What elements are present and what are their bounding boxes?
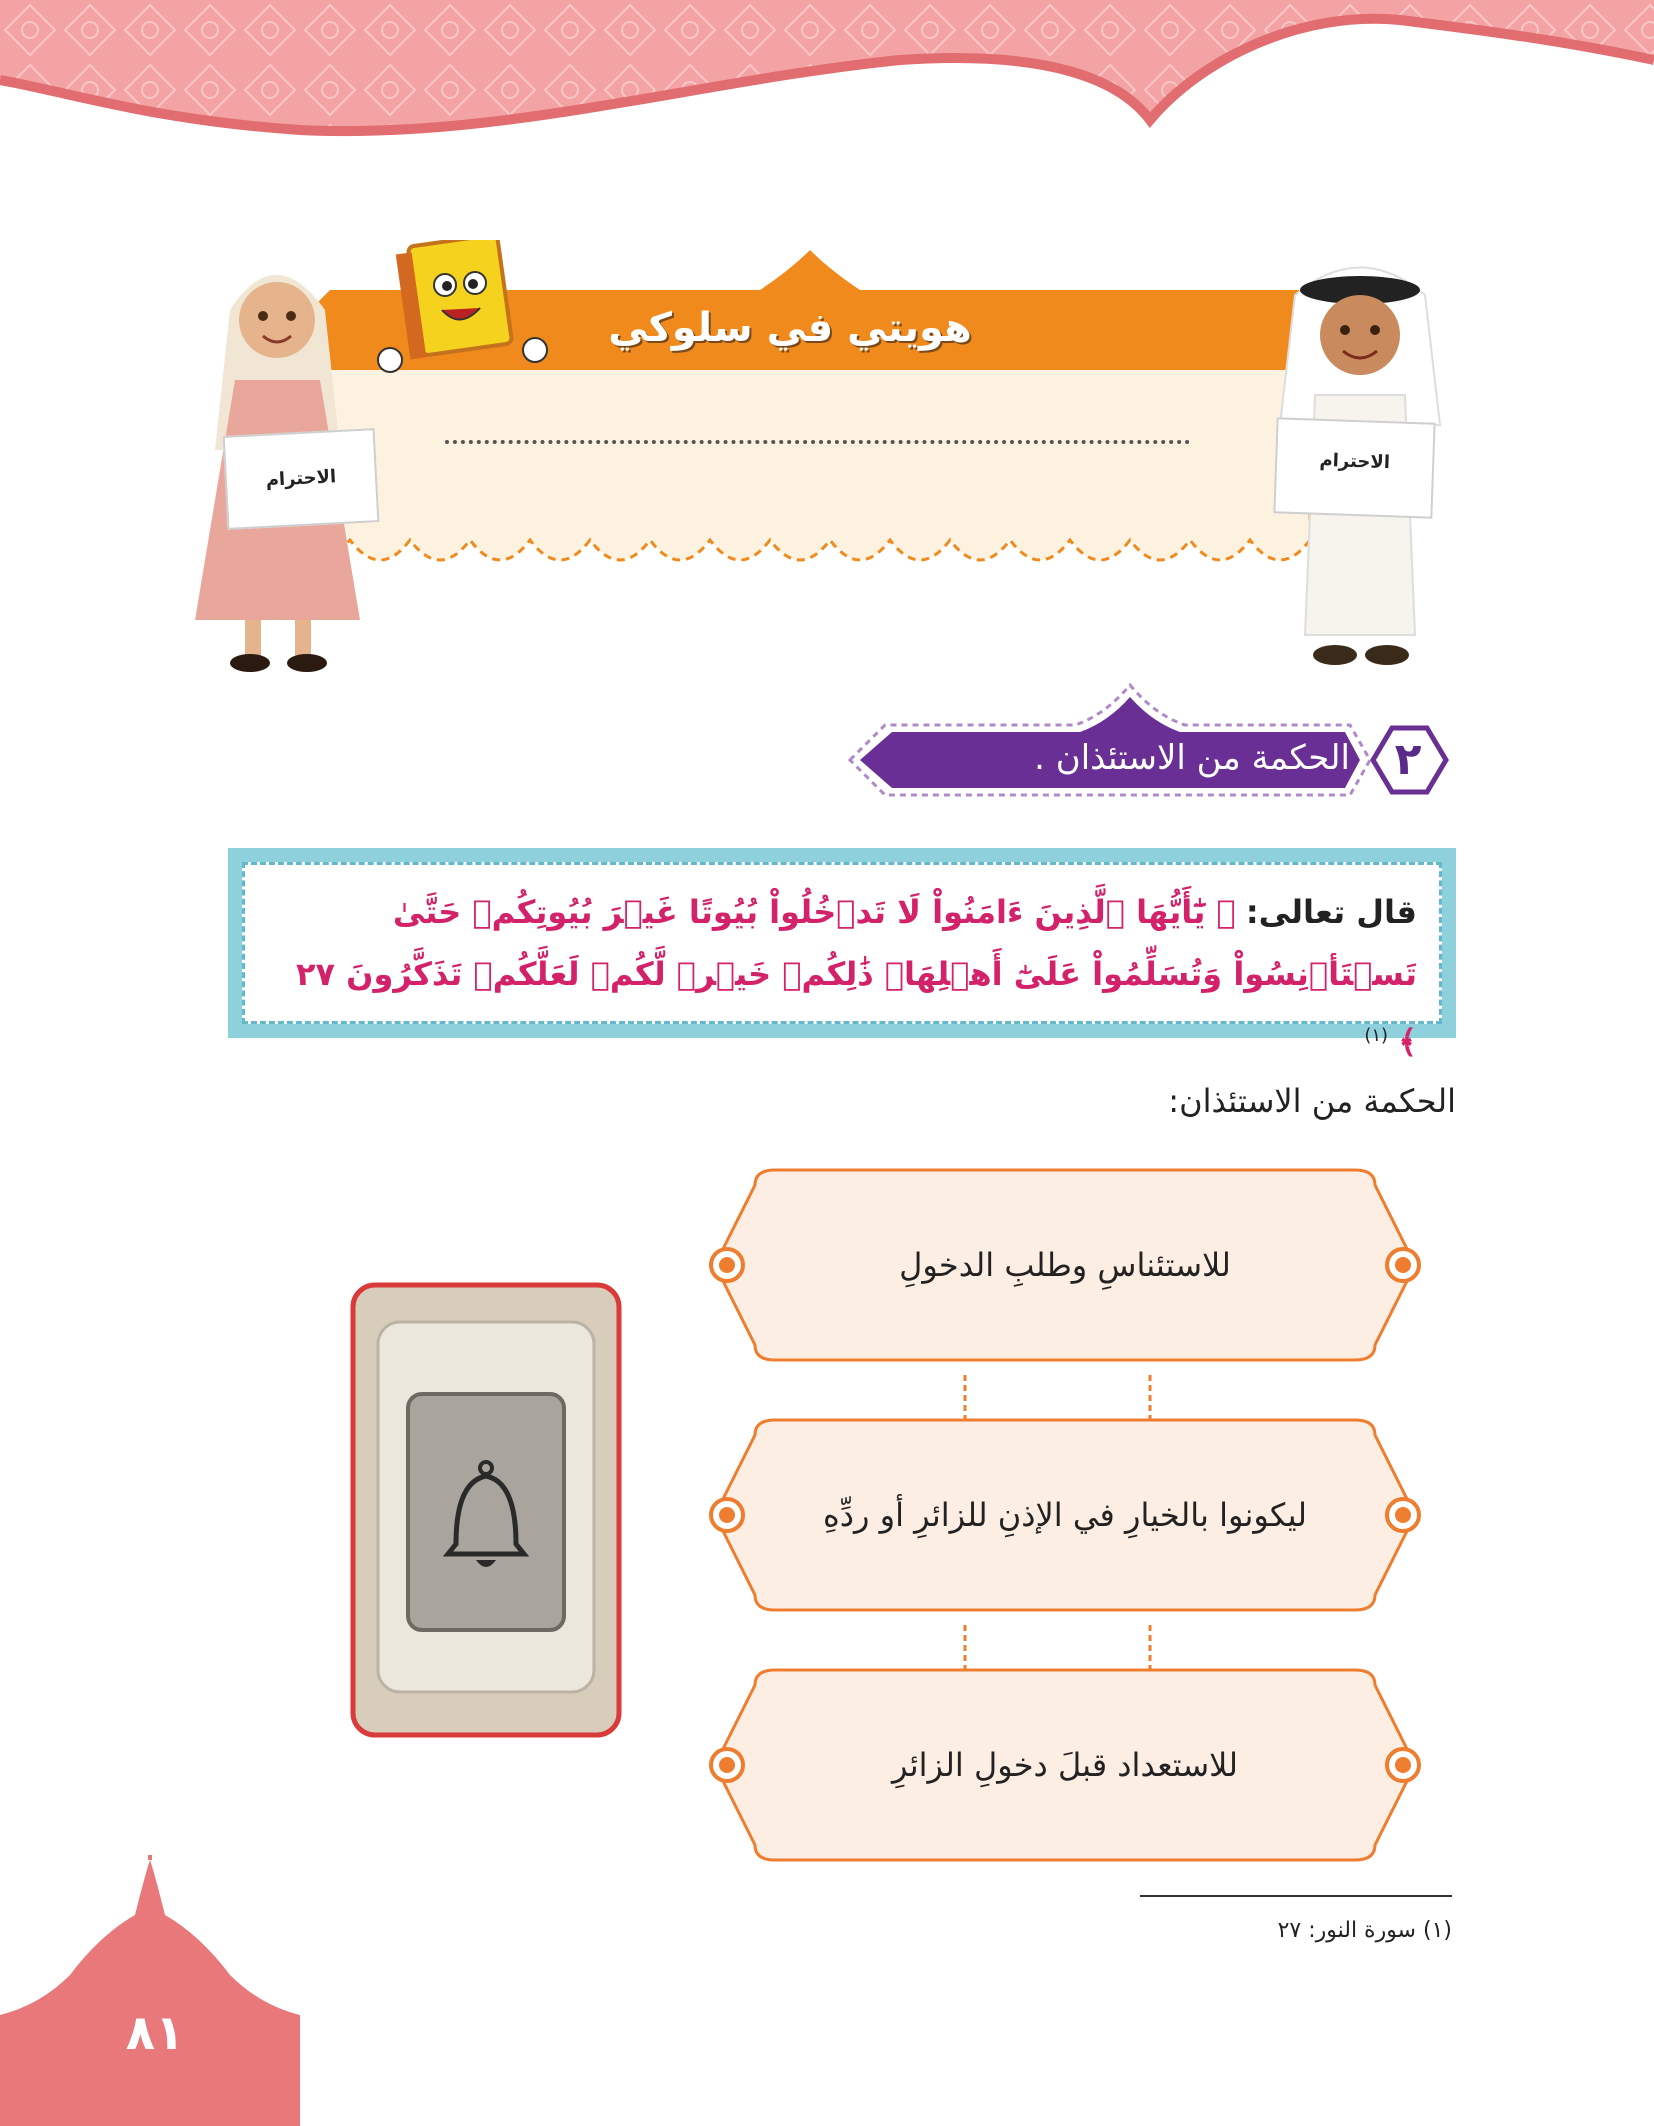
verse-box (228, 848, 1456, 1061)
verse-footnote-ref: (١) (1364, 1025, 1389, 1046)
wisdom-card-3 (695, 1665, 1435, 1865)
footnote-divider (1140, 1895, 1452, 1897)
answer-dotted-line (445, 440, 1190, 444)
top-decorative-band (0, 0, 1654, 150)
wisdom-card-1 (695, 1165, 1435, 1365)
wisdom-card-text: للاستعداد قبلَ دخولِ الزائرِ (892, 1746, 1238, 1784)
section-number: ٢ (1394, 734, 1422, 785)
verse-content (242, 862, 1442, 1061)
footnote: (١) سورة النور: ٢٧ (1277, 1918, 1452, 1943)
page-number: ٨١ (125, 2005, 185, 2061)
wisdom-card-text: للاستئناسِ وطلبِ الدخولِ (899, 1246, 1231, 1284)
doorbell-image (350, 1282, 622, 1738)
section-title: الحكمة من الاستئذان . (1034, 738, 1350, 778)
girl-sign: الاحترام (223, 428, 380, 530)
wisdom-card-2 (695, 1415, 1435, 1615)
wisdom-label: الحكمة من الاستئذان: (1168, 1082, 1456, 1120)
verse-text: ﴿ يَٰٓأَيُّهَا ٱلَّذِينَ ءَامَنُواْ لَا تَدۡخُلُواْ بُيُوتًا غَيۡرَ بُيُوتِكُمۡ حَتَّىٰ تَسۡتَأۡنِسُواْ وَتُسَلِّمُواْ عَلَىٰٓ أَهۡلِهَاۚ ذَٰلِكُمۡ خَيۡرٞ لَّكُمۡ لَعَلَّكُمۡ تَذَكَّرُونَ ٢٧ ﴾ (295, 893, 1417, 1061)
verse-intro: قال تعالى: (1245, 893, 1417, 931)
ribbon-title: هويتي في سلوكي (608, 305, 972, 351)
boy-sign: الاحترام (1273, 417, 1435, 518)
page-number-ornament (0, 1855, 320, 2126)
wisdom-card-text: ليكونوا بالخيارِ في الإذنِ للزائرِ أو ردِّهِ (823, 1496, 1308, 1534)
